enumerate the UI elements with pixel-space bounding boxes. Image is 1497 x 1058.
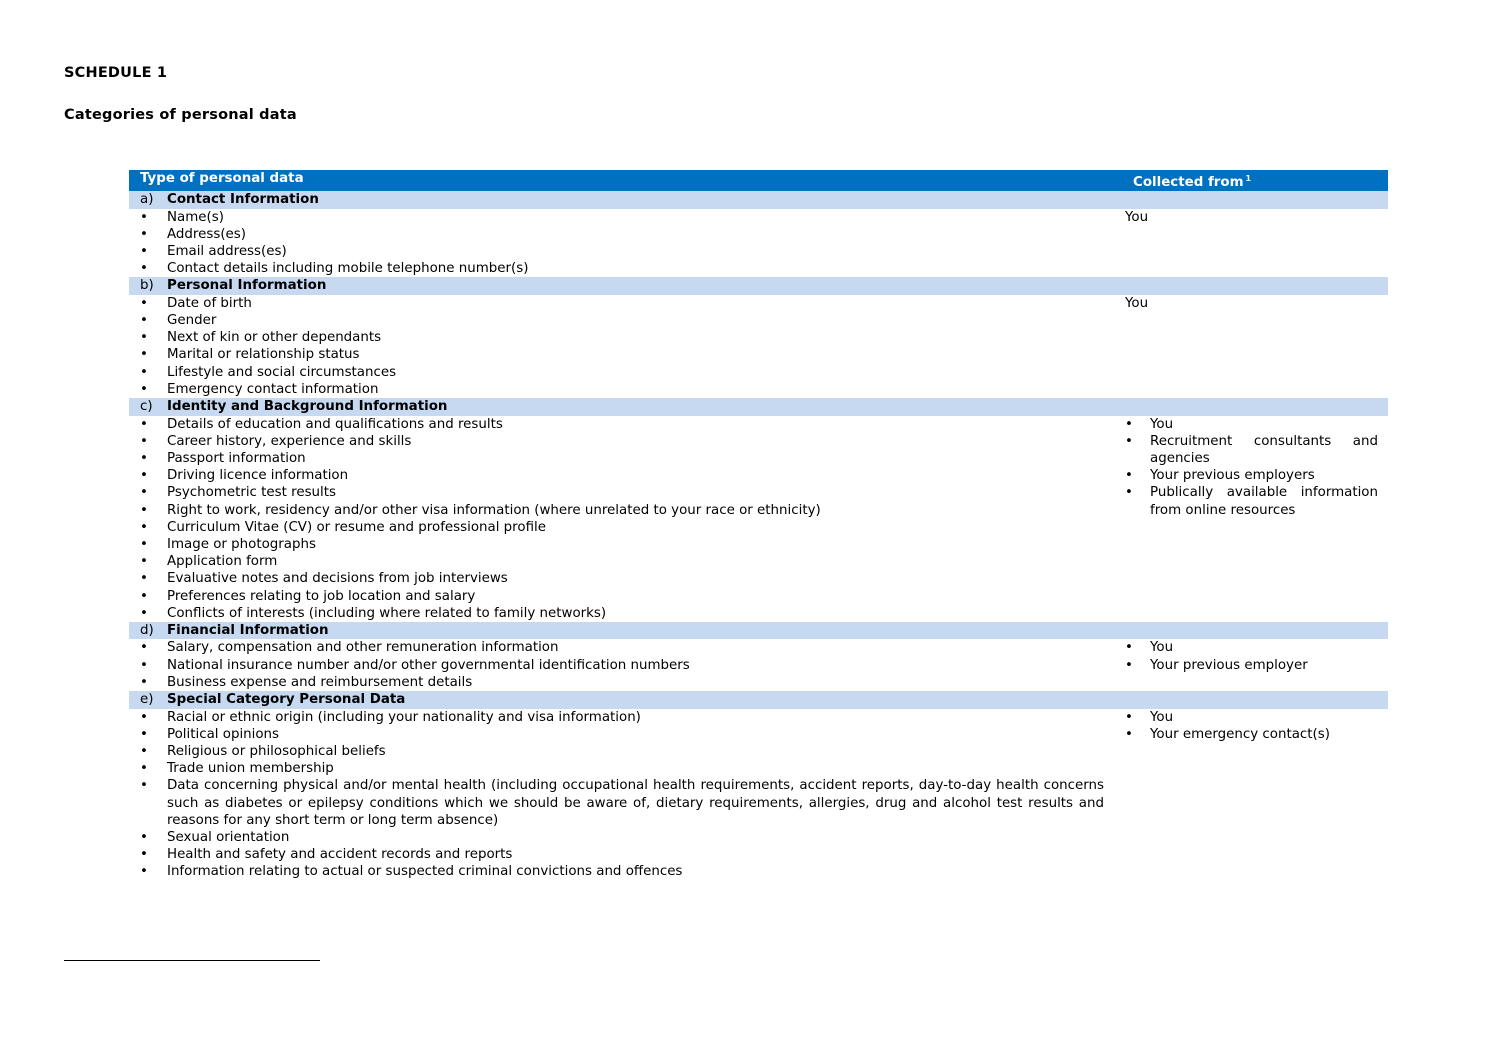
header-type-of-personal-data: Type of personal data <box>140 171 304 186</box>
list-item-text: Trade union membership <box>167 761 334 777</box>
list-item-text: Emergency contact information <box>167 381 379 397</box>
section-letter: c) <box>140 399 153 415</box>
source-text: You <box>1125 209 1149 225</box>
list-item <box>129 588 1123 605</box>
bullet-icon: • <box>140 381 148 397</box>
list-item-text: Religious or philosophical beliefs <box>167 743 386 759</box>
list-item <box>129 674 1123 691</box>
list-item-text: Business expense and reimbursement details <box>167 674 473 690</box>
source-list <box>1123 295 1388 398</box>
section-body-row <box>129 209 1388 278</box>
data-type-list <box>129 209 1123 278</box>
list-item-text: National insurance number and/or other governmental identification numbers <box>167 657 690 673</box>
section-letter: b) <box>140 278 154 294</box>
bullet-icon: • <box>1125 468 1133 484</box>
section-title: Special Category Personal Data <box>167 692 406 708</box>
bullet-icon: • <box>140 640 148 656</box>
list-item-text: Health and safety and accident records and reports <box>167 847 513 863</box>
list-item <box>129 657 1123 674</box>
bullet-icon: • <box>140 243 148 259</box>
bullet-icon: • <box>1125 726 1133 742</box>
data-type-list <box>129 295 1123 398</box>
section-letter: d) <box>140 622 154 638</box>
section-body-row <box>129 709 1388 881</box>
section-header-row <box>129 191 1388 209</box>
header-collected-from <box>1133 170 1251 191</box>
list-item <box>129 260 1123 277</box>
source-item-text: You <box>1150 709 1174 725</box>
schedule-title: SCHEDULE 1 <box>64 65 168 81</box>
bullet-icon: • <box>1125 657 1133 673</box>
source-text: You <box>1125 295 1149 311</box>
list-item-text: Passport information <box>167 450 306 466</box>
section-title: Contact Information <box>167 192 319 207</box>
list-item <box>129 295 1123 312</box>
bullet-icon: • <box>140 830 148 845</box>
source-item <box>1123 467 1388 484</box>
list-item-text: Gender <box>167 313 217 329</box>
source-item-text: Publically available information from online resources <box>1150 485 1378 518</box>
bullet-icon: • <box>140 674 148 690</box>
list-item-text: Right to work, residency and/or other visa information (where unrelated to your race or ethnicity) <box>167 502 821 518</box>
list-item <box>129 536 1123 553</box>
list-item-text: Next of kin or other dependants <box>167 330 382 346</box>
bullet-icon: • <box>140 847 148 863</box>
bullet-icon: • <box>140 209 148 225</box>
list-item <box>129 450 1123 467</box>
list-item-text: Preferences relating to job location and salary <box>167 588 476 604</box>
list-item-text: Date of birth <box>167 295 252 311</box>
list-item <box>129 502 1123 519</box>
list-item-text: Psychometric test results <box>167 485 336 501</box>
section-body-row <box>129 295 1388 398</box>
list-item <box>129 570 1123 587</box>
list-item-text: Contact details including mobile telephone number(s) <box>167 261 529 277</box>
bullet-icon: • <box>140 450 148 466</box>
list-item <box>129 243 1123 260</box>
list-item-text: Address(es) <box>167 226 246 242</box>
list-item <box>129 863 1123 880</box>
personal-data-table <box>129 170 1388 881</box>
source-item <box>1123 657 1388 674</box>
list-item <box>129 726 1123 743</box>
bullet-icon: • <box>140 261 148 277</box>
bullet-icon: • <box>140 330 148 346</box>
source-item <box>1123 726 1388 743</box>
list-item <box>129 381 1123 398</box>
bullet-icon: • <box>140 485 148 501</box>
bullet-icon: • <box>140 295 148 311</box>
list-item <box>129 484 1123 501</box>
source-item <box>1123 416 1388 433</box>
section-letter: a) <box>140 192 154 207</box>
list-item-text: Conflicts of interests (including where related to family networks) <box>167 605 607 621</box>
list-item <box>129 312 1123 329</box>
bullet-icon: • <box>140 347 148 363</box>
source-item-text: Your emergency contact(s) <box>1150 726 1330 742</box>
bullet-icon: • <box>1125 485 1133 501</box>
data-type-list <box>129 416 1123 622</box>
section-body-row <box>129 416 1388 622</box>
list-item-text: Details of education and qualifications and results <box>167 416 503 432</box>
list-item <box>129 416 1123 433</box>
section-header-row <box>129 622 1388 640</box>
section-header-row <box>129 691 1388 709</box>
bullet-icon: • <box>140 554 148 570</box>
table-sections <box>129 191 1388 881</box>
list-item <box>129 605 1123 622</box>
bullet-icon: • <box>140 433 148 449</box>
list-item-text: Data concerning physical and/or mental health (including occupational health requirements, accident reports, day-to-day health concerns such as diabetes or epilepsy conditions which we should be aware of, dietary requirements, allergies, drug and alcohol test results and reasons for any short term or long term absence) <box>167 778 1104 828</box>
section-body-row <box>129 639 1388 691</box>
bullet-icon: • <box>140 709 148 725</box>
bullet-icon: • <box>140 536 148 552</box>
section-letter: e) <box>140 692 154 708</box>
list-item <box>129 553 1123 570</box>
list-item <box>129 709 1123 726</box>
footnote-marker[interactable]: 1 <box>1245 174 1252 183</box>
list-item-text: Curriculum Vitae (CV) or resume and professional profile <box>167 519 546 535</box>
source-item <box>1123 709 1388 726</box>
bullet-icon: • <box>1125 416 1133 432</box>
footnote-separator <box>64 960 320 961</box>
list-item <box>129 433 1123 450</box>
source-item-text: Your previous employer <box>1150 657 1308 673</box>
table-header-row <box>129 170 1388 191</box>
bullet-icon: • <box>140 605 148 621</box>
list-item <box>129 777 1123 829</box>
list-item <box>129 829 1123 846</box>
source-list <box>1123 209 1388 278</box>
source-item-text: Recruitment consultants and agencies <box>1150 433 1378 466</box>
list-item <box>129 760 1123 777</box>
list-item-text: Information relating to actual or suspected criminal convictions and offences <box>167 864 683 880</box>
bullet-icon: • <box>140 778 148 794</box>
document-subtitle: Categories of personal data <box>64 107 297 123</box>
bullet-icon: • <box>140 743 148 759</box>
source-item-text: Your previous employers <box>1150 468 1315 484</box>
bullet-icon: • <box>1125 640 1133 656</box>
list-item <box>129 743 1123 760</box>
section-title: Identity and Background Information <box>167 399 448 415</box>
bullet-icon: • <box>140 313 148 329</box>
list-item-text: Career history, experience and skills <box>167 433 412 449</box>
bullet-icon: • <box>140 519 148 535</box>
source-item-text: You <box>1150 640 1174 656</box>
list-item-text: Marital or relationship status <box>167 347 360 363</box>
list-item <box>129 226 1123 243</box>
list-item-text: Lifestyle and social circumstances <box>167 364 397 380</box>
bullet-icon: • <box>140 226 148 242</box>
data-type-list <box>129 709 1123 881</box>
bullet-icon: • <box>1125 709 1133 725</box>
bullet-icon: • <box>140 761 148 777</box>
source-item-text: You <box>1150 416 1174 432</box>
header-collected-from-label: Collected from <box>1133 175 1244 190</box>
source-list <box>1123 416 1388 622</box>
list-item-text: Image or photographs <box>167 536 316 552</box>
list-item <box>129 364 1123 381</box>
source-item <box>1123 639 1388 656</box>
section-header-row <box>129 277 1388 295</box>
list-item-text: Email address(es) <box>167 243 287 259</box>
bullet-icon: • <box>140 364 148 380</box>
source-list <box>1123 639 1388 691</box>
list-item-text: Driving licence information <box>167 468 349 484</box>
section-title: Personal Information <box>167 278 327 294</box>
list-item <box>129 329 1123 346</box>
list-item <box>129 639 1123 656</box>
list-item <box>129 346 1123 363</box>
list-item-text: Application form <box>167 554 278 570</box>
list-item <box>129 519 1123 536</box>
bullet-icon: • <box>140 571 148 587</box>
bullet-icon: • <box>140 502 148 518</box>
list-item-text: Sexual orientation <box>167 830 290 845</box>
list-item <box>129 209 1123 226</box>
list-item <box>129 846 1123 863</box>
bullet-icon: • <box>140 588 148 604</box>
list-item-text: Name(s) <box>167 209 224 225</box>
bullet-icon: • <box>140 657 148 673</box>
source-item <box>1123 484 1388 518</box>
bullet-icon: • <box>140 864 148 880</box>
bullet-icon: • <box>140 416 148 432</box>
list-item-text: Political opinions <box>167 726 280 742</box>
source-list <box>1123 709 1388 881</box>
list-item <box>129 467 1123 484</box>
source-item <box>1123 433 1388 467</box>
bullet-icon: • <box>140 468 148 484</box>
bullet-icon: • <box>140 726 148 742</box>
section-title: Financial Information <box>167 622 329 638</box>
bullet-icon: • <box>1125 433 1133 449</box>
section-header-row <box>129 398 1388 416</box>
list-item-text: Salary, compensation and other remuneration information <box>167 640 559 656</box>
data-type-list <box>129 639 1123 691</box>
list-item-text: Evaluative notes and decisions from job interviews <box>167 571 508 587</box>
list-item-text: Racial or ethnic origin (including your nationality and visa information) <box>167 709 641 725</box>
